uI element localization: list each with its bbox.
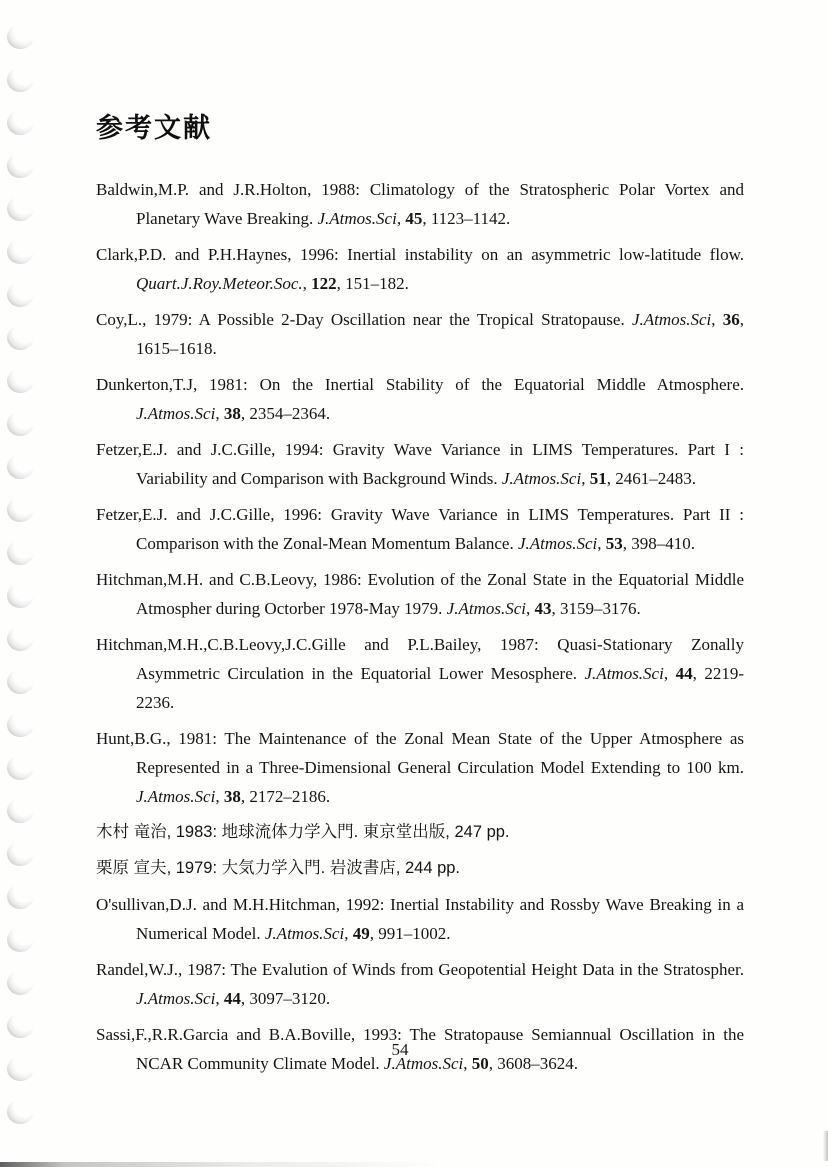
reference-text-segment: , 3159–3176. [551,599,641,618]
reference-text-segment: , [215,404,224,423]
reference-text-segment: Fetzer,E.J. and J.C.Gille, 1994: Gravity Wave Variance in LIMS Temperatures. Part I : Variability and Comparison with Background Winds. [96,440,744,488]
binding-ring [5,710,35,739]
binding-ring [5,108,35,137]
binding-holes [7,24,34,1124]
reference-text-segment: , 1615–1618. [136,310,745,358]
reference-text-segment: , 151–182. [336,274,409,293]
reference-text-segment: , 398–410. [622,534,696,553]
reference-text-segment: Dunkerton,T.J, 1981: On the Inertial Stability of the Equatorial Middle Atmosphere. [96,375,744,394]
reference-text-segment: Hunt,B.G., 1981: The Maintenance of the Zonal Mean State of the Upper Atmosphere as Represented in a Three-Dimensional General Circulation Model Extending to 100 km. [96,729,744,777]
reference-entry [96,305,744,363]
reference-text-segment: , [526,599,535,618]
reference-entry [96,854,744,883]
reference-text-segment: J.Atmos.Sci [383,1054,464,1073]
reference-text-segment: 50 [471,1054,489,1073]
reference-text-segment: Baldwin,M.P. and J.R.Holton, 1988: Climatology of the Stratospheric Polar Vortex and Planetary Wave Breaking. [96,180,744,228]
binding-ring [5,452,35,481]
binding-ring [5,1097,35,1126]
reference-text-segment: , [396,209,406,228]
reference-text-segment: Coy,L., 1979: A Possible 2-Day Oscillation near the Tropical Stratopause. [96,310,632,329]
reference-text-segment: J.Atmos.Sci [584,664,664,683]
reference-text-segment: , [581,469,590,488]
binding-ring [5,409,35,438]
reference-entry [96,890,744,948]
binding-ring [5,968,35,997]
reference-text-segment: , [711,310,723,329]
reference-entry [96,724,744,811]
reference-entry [96,565,744,623]
binding-ring [5,667,35,696]
reference-text-segment: J.Atmos.Sci [317,209,397,228]
binding-ring [5,624,35,653]
reference-text-segment: , 2461–2483. [606,469,696,488]
reference-text-segment: J.Atmos.Sci [501,469,582,488]
reference-entry [96,818,744,847]
binding-ring [5,538,35,567]
reference-text-segment: 44 [675,664,693,683]
binding-ring [5,22,35,51]
binding-ring [5,1011,35,1040]
reference-text-segment: Fetzer,E.J. and J.C.Gille, 1996: Gravity Wave Variance in LIMS Temperatures. Part II : Comparison with the Zonal-Mean Momentum Balance. [96,505,744,553]
reference-text-segment: , [302,274,312,293]
reference-text-segment: , 2172–2186. [240,787,331,806]
page-content [96,106,744,1085]
binding-ring [5,925,35,954]
reference-text-segment: Hitchman,M.H.,C.B.Leovy,J.C.Gille and P.L.Bailey, 1987: Quasi-Stationary Zonally Asymmetric Circulation in the Equatorial Lower Mesosphere. [96,635,744,683]
reference-text-segment: 38 [223,787,241,806]
reference-text-segment: Sassi,F.,R.R.Garcia and B.A.Boville, 1993: The Stratopause Semiannual Oscillation in the NCAR Community Climate Model. [96,1025,744,1073]
reference-entry [96,175,744,233]
binding-ring [5,839,35,868]
reference-entry [96,630,744,717]
reference-text-segment: J.Atmos.Sci [136,989,216,1008]
reference-text-segment: J.Atmos.Sci [517,534,598,553]
reference-text-segment: J.Atmos.Sci [136,404,216,423]
reference-text-segment: , [463,1054,472,1073]
reference-text-segment: J.Atmos.Sci [631,310,712,329]
binding-ring [5,581,35,610]
reference-text-segment: 44 [223,989,241,1008]
reference-text-segment: 43 [534,599,552,618]
reference-text-segment: 栗原 宣夫, 1979: 大気力学入門. 岩波書店, 244 pp. [96,859,461,877]
reference-text-segment: O'sullivan,D.J. and M.H.Hitchman, 1992: Inertial Instability and Rossby Wave Breaking in a Numerical Model. [96,895,744,943]
reference-entry [96,240,744,298]
reference-text-segment: J.Atmos.Sci [264,924,345,943]
binding-ring [5,65,35,94]
binding-ring [5,237,35,266]
binding-ring [5,495,35,524]
references-list [96,175,744,1078]
reference-text-segment: , 2219-2236. [136,664,744,712]
reference-text-segment: , [597,534,606,553]
reference-text-segment: , [215,989,224,1008]
page-number: 54 [391,1040,409,1059]
binding-ring [5,194,35,223]
reference-text-segment: J.Atmos.Sci [136,787,216,806]
binding-ring [5,366,35,395]
binding-ring [5,796,35,825]
reference-text-segment: 36 [722,310,740,329]
binding-ring [5,323,35,352]
reference-text-segment: , [663,664,676,683]
reference-text-segment: 38 [223,404,241,423]
reference-text-segment: 49 [352,924,370,943]
reference-entry [96,435,744,493]
reference-text-segment: , 3608–3624. [488,1054,578,1073]
reference-text-segment: 51 [589,469,607,488]
reference-text-segment: , 991–1002. [369,924,451,943]
reference-text-segment: , 3097–3120. [240,989,331,1008]
reference-entry [96,955,744,1013]
reference-text-segment: , 1123–1142. [422,209,511,228]
binding-ring [5,280,35,309]
reference-text-segment: 53 [605,534,623,553]
reference-text-segment: , [215,787,224,806]
reference-text-segment: J.Atmos.Sci [446,599,526,618]
binding-ring [5,882,35,911]
page-title: 参考文献 [96,113,212,143]
reference-text-segment: 45 [405,209,423,228]
reference-text-segment: , [344,924,353,943]
reference-text-segment: Randel,W.J., 1987: The Evalution of Winds from Geopotential Height Data in the Stratospher. [96,960,744,979]
reference-text-segment: 木村 竜治, 1983: 地球流体力学入門. 東京堂出版, 247 pp. [96,823,510,841]
binding-ring [5,151,35,180]
binding-ring [5,753,35,782]
scan-bottom-edge-shadow [0,1162,460,1167]
reference-text-segment: Quart.J.Roy.Meteor.Soc. [136,274,303,293]
scan-right-edge-mark [823,1131,828,1161]
reference-text-segment: , 2354–2364. [240,404,331,423]
reference-text-segment: Hitchman,M.H. and C.B.Leovy, 1986: Evolution of the Zonal State in the Equatorial Middle Atmospher during Octorber 1978-May 1979. [96,570,744,618]
reference-entry [96,500,744,558]
reference-entry [96,370,744,428]
reference-text-segment: Clark,P.D. and P.H.Haynes, 1996: Inertial instability on an asymmetric low-latitude flow. [96,245,744,264]
reference-text-segment: 122 [311,274,337,293]
